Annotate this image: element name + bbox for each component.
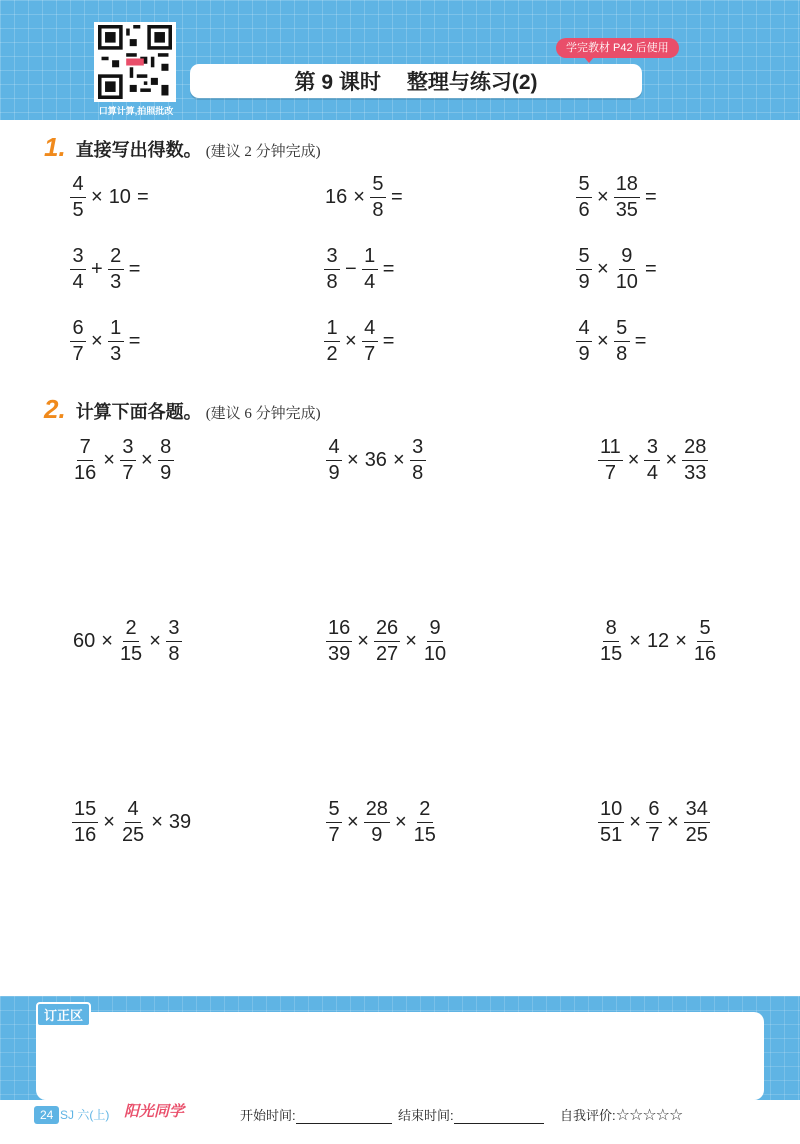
numerator: 3 <box>166 618 182 642</box>
numerator: 3 <box>410 437 426 461</box>
fraction <box>108 246 124 293</box>
number: 12 <box>646 630 670 652</box>
operator: × <box>353 186 365 208</box>
denominator: 6 <box>578 199 590 221</box>
fraction <box>614 318 630 365</box>
numerator: 5 <box>370 174 386 198</box>
numerator: 1 <box>362 246 378 270</box>
numerator: 5 <box>614 318 630 342</box>
number: 16 <box>325 186 348 208</box>
fraction <box>644 437 660 484</box>
fraction <box>598 437 623 484</box>
numerator: 5 <box>576 246 592 270</box>
denominator: 7 <box>122 462 134 484</box>
denominator: 9 <box>371 824 383 846</box>
numerator: 2 <box>123 618 139 642</box>
numerator: 16 <box>326 618 352 642</box>
operator: = <box>634 330 647 352</box>
operator: × <box>151 811 163 833</box>
numerator: 15 <box>72 799 98 823</box>
problem <box>324 437 428 484</box>
fraction <box>118 618 144 665</box>
problem <box>596 618 720 665</box>
fraction <box>646 799 662 846</box>
operator: × <box>347 449 359 471</box>
denominator: 5 <box>72 199 84 221</box>
denominator: 8 <box>168 643 180 665</box>
section-2-note: (建议 6 分钟完成) <box>205 406 321 422</box>
operator: × <box>627 449 640 471</box>
number: 36 <box>364 449 387 471</box>
denominator: 15 <box>600 643 623 665</box>
problem <box>322 174 406 221</box>
problem <box>574 246 660 293</box>
section-1-heading <box>44 132 321 163</box>
numerator: 8 <box>603 618 619 642</box>
denominator: 10 <box>615 271 638 293</box>
denominator: 8 <box>616 343 628 365</box>
denominator: 8 <box>372 199 384 221</box>
fraction <box>422 618 448 665</box>
denominator: 7 <box>604 462 616 484</box>
problem <box>322 318 397 365</box>
operator: = <box>390 186 403 208</box>
denominator: 3 <box>110 343 122 365</box>
denominator: 35 <box>615 199 638 221</box>
operator: × <box>597 186 609 208</box>
denominator: 9 <box>578 343 590 365</box>
usage-tag: 学完教材 P42 后使用 <box>556 38 679 58</box>
numerator: 28 <box>682 437 708 461</box>
denominator: 4 <box>72 271 84 293</box>
page-number: 24 <box>34 1106 59 1124</box>
numerator: 4 <box>362 318 378 342</box>
denominator: 3 <box>110 271 122 293</box>
operator: = <box>644 258 657 280</box>
problem <box>68 246 143 293</box>
numerator: 5 <box>576 174 592 198</box>
numerator: 11 <box>598 437 623 461</box>
denominator: 51 <box>600 824 623 846</box>
operator: × <box>357 630 369 652</box>
numerator: 1 <box>108 318 124 342</box>
fraction <box>614 246 640 293</box>
start-time <box>240 1105 392 1124</box>
problem <box>68 318 143 365</box>
operator: = <box>382 258 395 280</box>
fraction <box>166 618 182 665</box>
section-1-title: 直接写出得数。 <box>75 140 202 160</box>
denominator: 7 <box>328 824 340 846</box>
fraction <box>108 318 124 365</box>
numerator: 3 <box>324 246 340 270</box>
operator: = <box>128 330 141 352</box>
number: 10 <box>108 186 131 208</box>
start-time-label: 开始时间: <box>240 1108 296 1123</box>
start-time-field[interactable] <box>296 1112 392 1124</box>
end-time <box>398 1105 544 1124</box>
numerator: 7 <box>77 437 93 461</box>
fraction <box>692 618 718 665</box>
fraction <box>614 174 640 221</box>
denominator: 4 <box>646 462 659 484</box>
problem <box>70 799 194 846</box>
denominator: 8 <box>412 462 424 484</box>
section-2-number: 2. <box>44 394 66 424</box>
numerator: 5 <box>697 618 713 642</box>
operator: × <box>394 811 407 833</box>
section-2-heading <box>44 394 321 425</box>
numerator: 34 <box>684 799 710 823</box>
fraction <box>364 799 390 846</box>
problem <box>70 618 184 665</box>
fraction <box>412 799 438 846</box>
numerator: 3 <box>70 246 86 270</box>
numerator: 3 <box>644 437 660 461</box>
correction-area[interactable] <box>36 1012 764 1100</box>
problem <box>574 318 649 365</box>
fraction <box>362 246 378 293</box>
fraction <box>72 437 98 484</box>
numerator: 5 <box>326 799 342 823</box>
denominator: 39 <box>328 643 351 665</box>
operator: × <box>345 330 357 352</box>
self-evaluation <box>560 1105 682 1125</box>
qr-code[interactable] <box>94 22 176 102</box>
denominator: 8 <box>326 271 338 293</box>
numerator: 8 <box>158 437 174 461</box>
operator: = <box>128 258 141 280</box>
denominator: 7 <box>72 343 84 365</box>
operator: × <box>629 811 641 833</box>
fraction <box>326 799 342 846</box>
fraction <box>120 437 136 484</box>
fraction <box>70 318 86 365</box>
self-eval-label: 自我评价: <box>560 1108 616 1123</box>
denominator: 4 <box>364 271 376 293</box>
fraction <box>682 437 708 484</box>
problem <box>596 437 710 484</box>
page-title <box>190 64 642 98</box>
fraction <box>324 318 340 365</box>
fraction <box>326 437 342 484</box>
operator: × <box>347 811 359 833</box>
fraction <box>576 318 592 365</box>
fraction <box>158 437 174 484</box>
fraction <box>598 799 624 846</box>
operator: × <box>91 186 103 208</box>
end-time-label: 结束时间: <box>398 1108 454 1123</box>
operator: × <box>103 449 115 471</box>
problem <box>68 174 152 221</box>
operator: = <box>136 186 149 208</box>
operator: × <box>666 811 679 833</box>
fraction <box>576 246 592 293</box>
denominator: 2 <box>326 343 338 365</box>
operator: × <box>629 630 641 652</box>
numerator: 6 <box>646 799 662 823</box>
star-rating-icon[interactable]: ☆☆☆☆☆ <box>615 1107 683 1124</box>
operator: + <box>91 258 103 280</box>
numerator: 26 <box>374 618 400 642</box>
number: 39 <box>168 811 192 833</box>
numerator: 4 <box>576 318 592 342</box>
problem <box>322 246 397 293</box>
denominator: 16 <box>74 462 97 484</box>
fraction <box>120 799 146 846</box>
operator: × <box>405 630 417 652</box>
denominator: 10 <box>423 643 447 665</box>
fraction <box>598 618 624 665</box>
fraction <box>70 174 86 221</box>
numerator: 1 <box>324 318 340 342</box>
fraction <box>684 799 710 846</box>
numerator: 10 <box>598 799 624 823</box>
numerator: 28 <box>364 799 390 823</box>
denominator: 15 <box>119 643 143 665</box>
operator: = <box>382 330 395 352</box>
operator: × <box>392 449 405 471</box>
fraction <box>362 318 378 365</box>
section-1-note: (建议 2 分钟完成) <box>205 144 321 160</box>
fraction <box>576 174 592 221</box>
problem <box>70 437 176 484</box>
denominator: 33 <box>684 462 707 484</box>
numerator: 18 <box>614 174 640 198</box>
numerator: 9 <box>619 246 635 270</box>
denominator: 9 <box>328 462 340 484</box>
denominator: 7 <box>364 343 376 365</box>
operator: × <box>103 811 115 833</box>
numerator: 9 <box>427 618 443 642</box>
numerator: 4 <box>70 174 86 198</box>
numerator: 6 <box>70 318 86 342</box>
number: 60 <box>73 630 96 652</box>
fraction <box>326 618 352 665</box>
operator: − <box>345 258 357 280</box>
lesson-topic: 整理与练习(2) <box>406 71 538 94</box>
denominator: 9 <box>578 271 590 293</box>
numerator: 4 <box>125 799 141 823</box>
operator: × <box>101 630 113 652</box>
numerator: 4 <box>326 437 342 461</box>
lesson-number: 第 9 课时 <box>294 71 381 94</box>
fraction <box>72 799 98 846</box>
correction-label: 订正区 <box>36 1002 91 1027</box>
fraction <box>324 246 340 293</box>
operator: × <box>665 449 678 471</box>
denominator: 27 <box>375 643 399 665</box>
operator: × <box>91 330 103 352</box>
numerator: 3 <box>120 437 136 461</box>
denominator: 16 <box>74 824 97 846</box>
section-1-number: 1. <box>44 132 66 162</box>
denominator: 25 <box>121 824 145 846</box>
fraction <box>70 246 86 293</box>
denominator: 25 <box>685 824 708 846</box>
end-time-field[interactable] <box>454 1112 544 1124</box>
operator: × <box>597 258 609 280</box>
fraction <box>410 437 426 484</box>
numerator: 2 <box>417 799 433 823</box>
operator: × <box>149 630 161 652</box>
problem <box>324 618 450 665</box>
problem <box>574 174 660 221</box>
edition-label: SJ 六(上) <box>60 1108 110 1122</box>
qr-caption: 口算计算,拍照批改 <box>98 106 174 116</box>
fraction <box>374 618 400 665</box>
denominator: 9 <box>160 462 172 484</box>
numerator: 2 <box>108 246 124 270</box>
qr-code-icon <box>97 25 173 99</box>
operator: × <box>597 330 609 352</box>
section-2-title: 计算下面各题。 <box>75 402 202 422</box>
denominator: 15 <box>413 824 436 846</box>
operator: = <box>644 186 657 208</box>
operator: × <box>675 630 687 652</box>
problem <box>324 799 440 846</box>
denominator: 7 <box>648 824 660 846</box>
brand-logo: 阳光同学 <box>124 1103 185 1120</box>
fraction <box>370 174 386 221</box>
operator: × <box>140 449 153 471</box>
problem <box>596 799 712 846</box>
denominator: 16 <box>693 643 717 665</box>
